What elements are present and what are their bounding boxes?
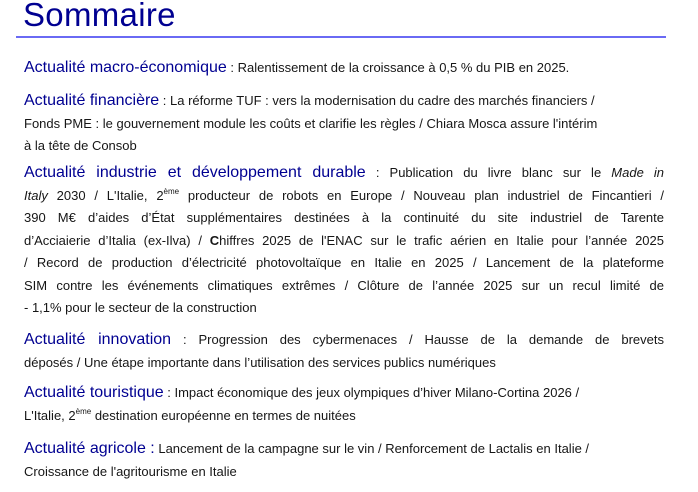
summary-line: [24, 230, 664, 253]
section-heading[interactable]: Actualité innovation: [24, 331, 172, 348]
summary-text: L'Italie, 2: [24, 407, 76, 423]
summary-line: [24, 461, 664, 484]
summary-line: [24, 185, 664, 208]
summary-section: [24, 57, 664, 80]
summary-text: à la tête de Consob: [24, 138, 137, 153]
superscript: ème: [75, 406, 92, 416]
summary-line: [24, 382, 664, 405]
section-heading[interactable]: Actualité industrie et développement durable: [24, 164, 366, 181]
summary-text: : Publication du livre blanc sur le: [365, 165, 612, 180]
summary-section: [24, 382, 664, 427]
summary-line: [24, 275, 664, 298]
summary-text: Italy: [24, 187, 48, 203]
section-heading[interactable]: Actualité financière: [24, 92, 160, 109]
summary-section: [24, 90, 664, 158]
summary-section: [24, 162, 664, 320]
summary-line: [24, 113, 664, 136]
summary-text: destination européenne en termes de nuitées: [91, 407, 356, 423]
summary-line: [24, 438, 664, 461]
superscript: ème: [163, 186, 180, 196]
summary-section: [24, 329, 664, 374]
summary-text: 390 M€ d’aides d’État supplémentaires destinées à la continuité du site industriel de Tarente: [24, 210, 664, 225]
summary-line: [24, 252, 664, 275]
summary-text: : Progression des cybermenaces / Hausse de la demande de brevets: [171, 332, 664, 347]
section-heading[interactable]: Actualité macro-économique: [24, 59, 227, 76]
summary-line: [24, 329, 664, 352]
summary-text: 2030 / L'Italie, 2: [47, 187, 164, 203]
summary-text: : Impact économique des jeux olympiques d’hiver Milano-Cortina 2026 /: [163, 385, 580, 400]
summary-text: : La réforme TUF : vers la modernisation du cadre des marchés financiers /: [159, 93, 595, 108]
summary-text: :: [145, 440, 155, 457]
summary-text: SIM contre les événements climatiques extrêmes / Clôture de l’année 2025 sur un recul limité de: [24, 277, 664, 293]
page-title: Sommaire: [23, 0, 176, 33]
summary-text: Fonds PME : le gouvernement module les coûts et clarifie les règles / Chiara Mosca assure l'intérim: [24, 115, 598, 131]
summary-line: [24, 405, 664, 428]
summary-text: Made in: [611, 165, 665, 180]
summary-text: déposés / Une étape importante dans l’utilisation des services publics numériques: [24, 354, 496, 370]
summary-text: d’Acciaierie d’Italia (ex-Ilva) /: [24, 232, 210, 248]
summary-text: : Ralentissement de la croissance à 0,5 % du PIB en 2025.: [226, 60, 570, 75]
summary-text: hiffres 2025 de l'ENAC sur le trafic aérien en Italie pour l’année 2025: [219, 232, 664, 248]
title-underline: [16, 36, 666, 38]
summary-line: [24, 297, 664, 320]
summary-section: [24, 438, 664, 483]
summary-text: C: [209, 232, 220, 248]
summary-text: Croissance de l'agritourisme en Italie: [24, 463, 237, 479]
summary-text: Lancement de la campagne sur le vin / Renforcement de Lactalis en Italie /: [154, 441, 590, 456]
summary-line: [24, 135, 664, 158]
summary-text: producteur de robots en Europe / Nouveau plan industriel de Fincantieri /: [179, 187, 664, 203]
summary-line: [24, 352, 664, 375]
summary-text: - 1,1% pour le secteur de la construction: [24, 300, 257, 315]
summary-text: / Record de production d’électricité photovoltaïque en Italie en 2025 / Lancement de la plateforme: [24, 255, 664, 270]
section-heading[interactable]: Actualité agricole: [24, 440, 146, 457]
summary-line: [24, 207, 664, 230]
summary-line: [24, 90, 664, 113]
section-heading[interactable]: Actualité touristique: [24, 384, 164, 401]
summary-line: [24, 162, 664, 185]
summary-line: [24, 57, 664, 80]
